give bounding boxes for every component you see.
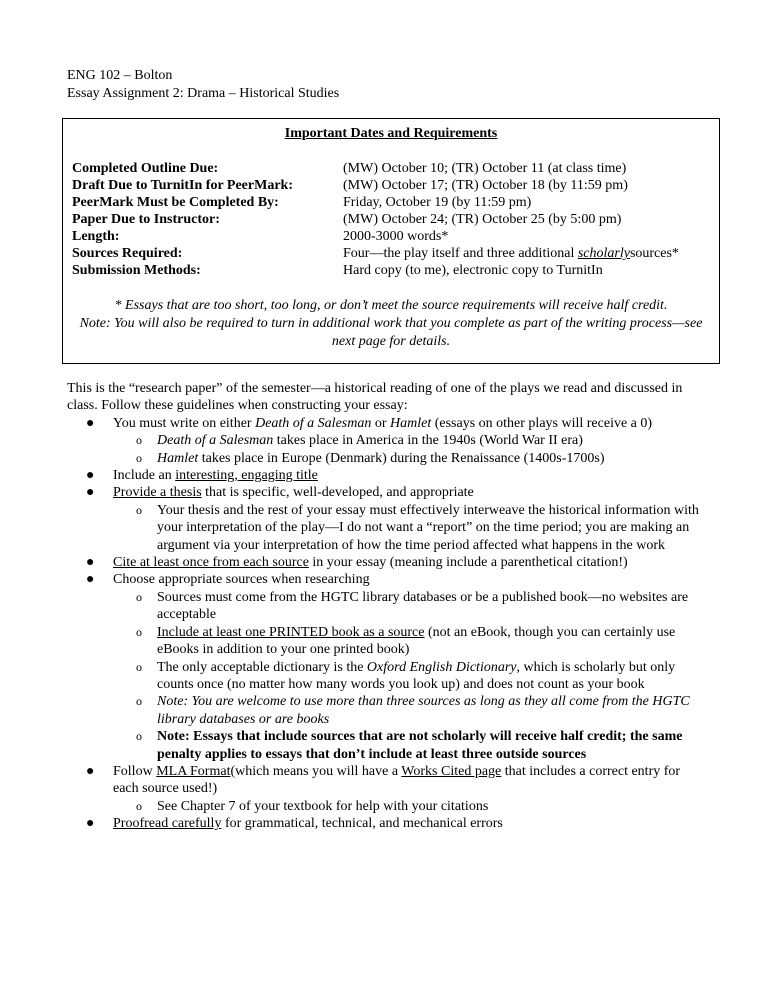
course-line: ENG 102 – Bolton bbox=[67, 68, 173, 83]
req-value: Four—the play itself and three additional scholarlysources* bbox=[343, 246, 679, 261]
req-value: (MW) October 10; (TR) October 11 (at class time) bbox=[343, 161, 627, 176]
mla-format-guideline: MLA Format bbox=[156, 763, 231, 779]
sub-bullet-marker: o bbox=[136, 624, 142, 639]
bullet-marker: ● bbox=[86, 763, 95, 779]
sub-bullet-marker: o bbox=[136, 798, 142, 813]
req-value: (MW) October 17; (TR) October 18 (by 11:59 pm) bbox=[343, 178, 628, 193]
list-item: ● Follow MLA Format(which means you will have a Works Cited page that includes a correct entry for each source used!) o See Chapter 7 of your textbook for help with your citations bbox=[67, 763, 707, 815]
guidelines-section bbox=[67, 380, 707, 833]
sub-list bbox=[113, 589, 707, 763]
req-value: 2000-3000 words* bbox=[343, 229, 449, 244]
citation-guideline: Cite at least once from each source bbox=[113, 555, 309, 571]
intro-paragraph: This is the “research paper” of the semester—a historical reading of one of the plays we read and discussed in class. Follow these guidelines when constructing your essay: bbox=[67, 381, 683, 414]
sub-list bbox=[113, 502, 707, 554]
assignment-line: Essay Assignment 2: Drama – Historical Studies bbox=[67, 86, 340, 101]
sub-bullet-marker: o bbox=[136, 502, 142, 517]
sub-bullet-marker: o bbox=[136, 729, 142, 744]
sub-list-item: o Include at least one PRINTED book as a source (not an eBook, though you can certainly use eBooks in addition to your one printed book) bbox=[136, 624, 676, 658]
sub-list bbox=[113, 798, 707, 815]
requirements-notes bbox=[77, 297, 705, 351]
printed-book-guideline: Include at least one PRINTED book as a source bbox=[157, 624, 425, 640]
req-label: Draft Due to TurnitIn for PeerMark: bbox=[72, 178, 293, 193]
sub-list-item: o Note: Essays that include sources that are not scholarly will receive half credit; the same penalty applies to essays that don’t include at least three outside sources bbox=[136, 729, 683, 762]
bullet-marker: ● bbox=[86, 555, 95, 571]
bullet-marker: ● bbox=[86, 816, 95, 832]
sub-list-item: o Hamlet takes place in Europe (Denmark) during the Renaissance (1400s-1700s) bbox=[136, 450, 605, 466]
additional-work-note: Note: You will also be required to turn in additional work that you complete as part of the writing process—see next page for details. bbox=[79, 316, 703, 349]
requirements-title: Important Dates and Requirements bbox=[284, 126, 498, 141]
req-label: Submission Methods: bbox=[72, 263, 201, 278]
sub-list-item: o See Chapter 7 of your textbook for help with your citations bbox=[136, 798, 489, 814]
list-item: ● Provide a thesis that is specific, well-developed, and appropriate o Your thesis and the rest of your essay must effectively interweave the historical information with your interpretation of the play—I do not want a “report” on the time period; you are making an argument via your interpretation of how the time period affected what happens in the work bbox=[67, 484, 707, 554]
sub-list-item: o Note: You are welcome to use more than three sources as long as they all come from the HGTC library databases or are books bbox=[136, 694, 690, 727]
sub-bullet-marker: o bbox=[136, 450, 142, 465]
list-item: ● Proofread carefully for grammatical, technical, and mechanical errors bbox=[86, 816, 503, 832]
title-guideline: interesting, engaging title bbox=[175, 468, 318, 484]
sub-bullet-marker: o bbox=[136, 433, 142, 448]
list-item: ● Include an interesting, engaging title bbox=[86, 468, 318, 484]
req-label: Sources Required: bbox=[72, 246, 183, 261]
req-label: Paper Due to Instructor: bbox=[72, 212, 220, 227]
sub-list bbox=[113, 432, 707, 467]
list-item: ● Choose appropriate sources when researching o Sources must come from the HGTC library databases or be a published book—no websites are acceptable o Include at least one PRINTED book as a source (not an eBook, though you can certainly use eBooks in addition to your one printed book) o The only acceptable dictionary is the Oxford English Dictionary, which is scholarly but only counts once (no matter how many words you look up) and does not count as your book o Note: You are welcome to use more than three sources as long as they all come from the HGTC library databases or are books o Note: Essays that include sources that are not scholarly will receive half credit; the same penalty applies to essays that don’t include at least three outside sources bbox=[67, 571, 707, 762]
half-credit-note: * Essays that are too short, too long, or don’t meet the source requirements will receive half credit. bbox=[114, 298, 668, 313]
sub-bullet-marker: o bbox=[136, 659, 142, 674]
sub-list-item: o Your thesis and the rest of your essay must effectively interweave the historical information with your interpretation of the play—I do not want a “report” on the time period; you are making an argument via your interpretation of how the time period affected what happens in the work bbox=[136, 502, 699, 553]
req-label: Length: bbox=[72, 229, 120, 244]
sub-list-item: o Death of a Salesman takes place in America in the 1940s (World War II era) bbox=[136, 433, 583, 449]
list-item: ● You must write on either Death of a Salesman or Hamlet (essays on other plays will receive a 0) o Death of a Salesman takes place in America in the 1940s (World War II era) o Hamlet takes place in Europe (Denmark) during the Renaissance (1400s-1700s) bbox=[67, 415, 707, 467]
req-value: Hard copy (to me), electronic copy to TurnitIn bbox=[343, 263, 603, 278]
req-label: Completed Outline Due: bbox=[72, 161, 219, 176]
scholarly-emphasis: scholarly bbox=[577, 246, 630, 261]
bullet-marker: ● bbox=[86, 485, 95, 501]
proofread-guideline: Proofread carefully bbox=[113, 816, 222, 832]
thesis-guideline: Provide a thesis bbox=[113, 485, 202, 501]
guidelines-list bbox=[67, 415, 707, 833]
requirements-box bbox=[62, 118, 720, 364]
sub-list-item: o The only acceptable dictionary is the Oxford English Dictionary, which is scholarly but only counts once (no matter how many words you look up) and does not count as your book bbox=[136, 659, 676, 692]
bullet-marker: ● bbox=[86, 572, 95, 588]
req-value: Friday, October 19 (by 11:59 pm) bbox=[343, 195, 532, 210]
req-label: PeerMark Must be Completed By: bbox=[72, 195, 279, 210]
sub-list-item: o Sources must come from the HGTC library databases or be a published book—no websites are acceptable bbox=[136, 589, 689, 623]
sub-bullet-marker: o bbox=[136, 589, 142, 604]
req-value: (MW) October 24; (TR) October 25 (by 5:00 pm) bbox=[343, 212, 622, 227]
list-item: ● Cite at least once from each source in your essay (meaning include a parenthetical citation!) bbox=[86, 555, 628, 571]
sub-bullet-marker: o bbox=[136, 694, 142, 709]
bullet-marker: ● bbox=[86, 415, 95, 431]
bullet-marker: ● bbox=[86, 468, 95, 484]
works-cited-guideline: Works Cited page bbox=[401, 763, 502, 779]
